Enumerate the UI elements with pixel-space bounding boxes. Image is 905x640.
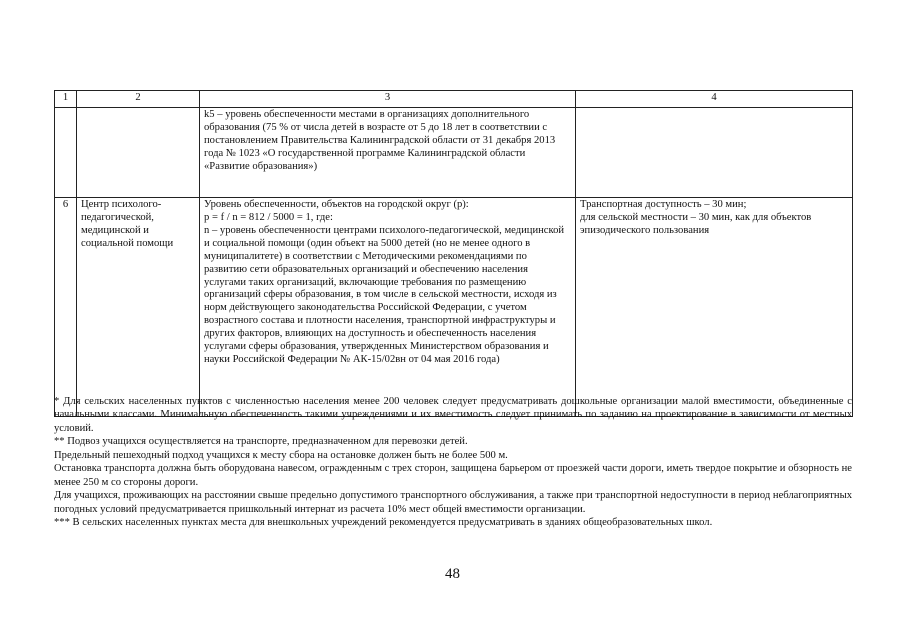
header-cell: 2 [77, 91, 200, 108]
header-cell: 4 [576, 91, 853, 108]
accessibility-cell [576, 108, 853, 198]
page-number: 48 [445, 566, 460, 582]
footnotes [54, 395, 852, 530]
header-cell: 3 [200, 91, 576, 108]
accessibility-cell [576, 198, 853, 417]
accessibility-line: для сельской местности – 30 мин, как для объектов эпизодического пользования [580, 211, 812, 236]
criteria-cell [200, 198, 576, 417]
criteria-line: n – уровень обеспеченности центрами психолого-педагогической, медицинской и социальной помощи (один объект на 5000 детей (но не менее одного в муниципалитете) в соответствии с Методическими рекомендациями по развитию сети образовательных организаций и обеспечению населения услугами таких организаций, включающие требования по размещению организаций сферы образования, в том числе в сельской местности, исходя из норм действующего законодательства Российской Федерации, с учетом возрастного состава и плотности населения, транспортной инфраструктуры и других факторов, влияющих на доступность и обеспеченность населения услугами сферы образования, утвержденных Министерством образования и науки Российской Федерации № АК-15/02вн от 04 мая 2016 года) [204, 224, 565, 366]
criteria-line: Уровень обеспеченности, объектов на городской округ (p): [204, 199, 469, 210]
facility-name-cell [77, 108, 200, 198]
header-cell: 1 [55, 91, 77, 108]
formula-line: p = f / n = 812 / 5000 = 1, где: [204, 211, 333, 223]
footnote: Предельный пешеходный подход учащихся к месту сбора на остановке должен быть не более 500 м. [54, 449, 508, 461]
table-row [55, 108, 853, 198]
accessibility-line: Транспортная доступность – 30 мин; [580, 199, 747, 210]
row-number-cell: 6 [55, 198, 77, 417]
row-number-cell [55, 108, 77, 198]
footnote: * Для сельских населенных пунктов с численностью населения менее 200 человек следует предусматривать дошкольные организации малой вместимости, объединенные с начальными классами. Минимальную обеспеченность такими учреждениями и их вместимость следует принимать по заданию на проектирование в зависимости от местных условий. [54, 396, 852, 434]
criteria-cell: k5 – уровень обеспеченности местами в организациях дополнительного образования (75 % от числа детей в возрасте от 5 до 18 лет в соответствии с постановлением Правительства Калининградской области от 31 декабря 2013 года № 1023 «О государственной программе Калининградской области «Развитие образования») [200, 108, 576, 198]
table-header-row [55, 91, 853, 108]
table-row [55, 198, 853, 417]
footnote: Для учащихся, проживающих на расстоянии свыше предельно допустимого транспортного обслуживания, а также при транспортной недоступности в период неблагоприятных погодных условий предусматривается пришкольный интернат из расчета 10% мест общей вместимости организации. [54, 490, 852, 515]
footnote: ** Подвоз учащихся осуществляется на транспорте, предназначенном для перевозки детей. [54, 436, 468, 448]
footnote: *** В сельских населенных пунктах места для внешкольных учреждений рекомендуется предусматривать в зданиях общеобразовательных школ. [54, 517, 713, 529]
footnote: Остановка транспорта должна быть оборудована навесом, огражденным с трех сторон, защищена барьером от проезжей части дороги, иметь твердое покрытие и обзорность не менее 250 м со стороны дороги. [54, 463, 852, 488]
norms-table [54, 90, 853, 417]
facility-name-cell: Центр психолого-педагогической, медицинской и социальной помощи [77, 198, 200, 417]
